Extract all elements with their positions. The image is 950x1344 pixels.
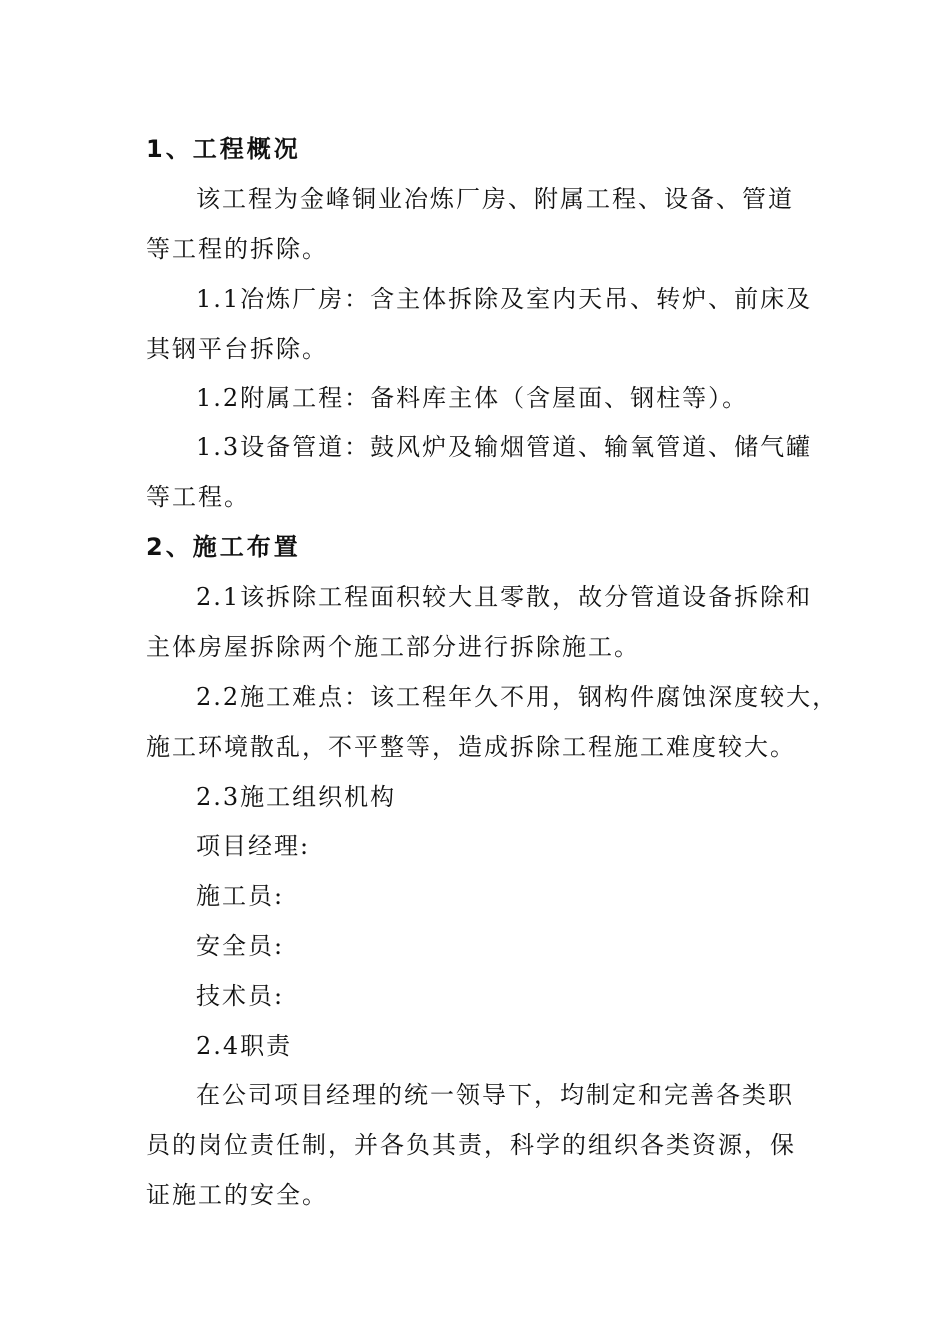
item-2-4-body-line-2: 员的岗位责任制，并各负其责，科学的组织各类资源，保 [146,1131,796,1159]
item-2-4-body-line-3: 证施工的安全。 [146,1181,328,1209]
item-1-3-line-1: 1.3设备管道：鼓风炉及输烟管道、输氧管道、储气罐 [196,433,813,461]
item-2-2-line-1: 2.2施工难点：该工程年久不用，钢构件腐蚀深度较大， [196,683,839,711]
role-technician: 技术员: [196,982,285,1010]
role-constructor: 施工员: [196,882,285,910]
item-1-1-line-2: 其钢平台拆除。 [146,335,328,363]
item-1-1-line-1: 1.1冶炼厂房：含主体拆除及室内天吊、转炉、前床及 [196,285,813,313]
item-2-4-body-line-1: 在公司项目经理的统一领导下，均制定和完善各类职 [196,1081,794,1109]
section-2-heading: 2、施工布置 [146,533,301,561]
item-2-4-title: 2.4职责 [196,1032,293,1060]
role-project-manager: 项目经理: [196,832,311,860]
section-1-heading: 1、工程概况 [146,135,301,163]
item-1-2: 1.2附属工程：备料库主体（含屋面、钢柱等）。 [196,384,749,412]
item-2-3-title: 2.3施工组织机构 [196,783,397,811]
item-2-2-line-2: 施工环境散乱，不平整等，造成拆除工程施工难度较大。 [146,733,796,761]
role-safety-officer: 安全员: [196,932,285,960]
item-2-1-line-1: 2.1该拆除工程面积较大且零散，故分管道设备拆除和 [196,583,813,611]
section-1-intro-line-2: 等工程的拆除。 [146,235,328,263]
item-1-3-line-2: 等工程。 [146,483,250,511]
item-2-1-line-2: 主体房屋拆除两个施工部分进行拆除施工。 [146,633,640,661]
section-1-intro-line-1: 该工程为金峰铜业冶炼厂房、附属工程、设备、管道 [196,185,794,213]
